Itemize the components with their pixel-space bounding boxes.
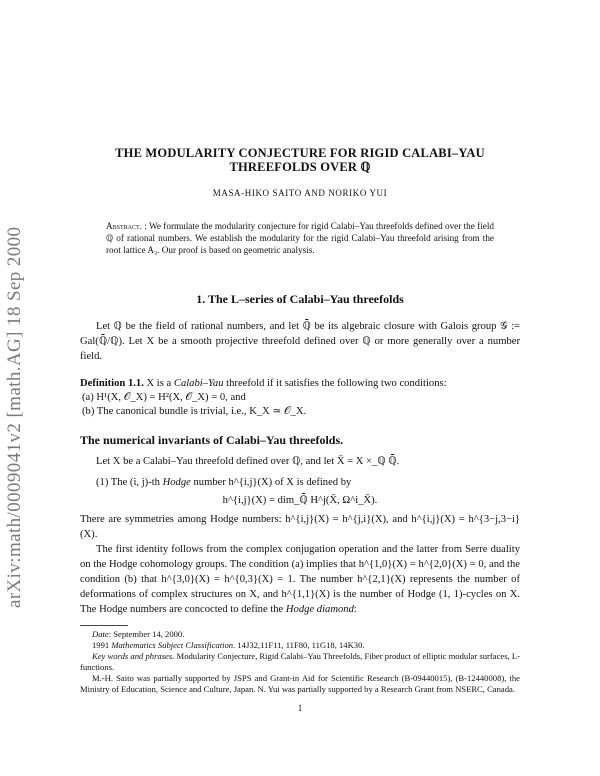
paper-title [80, 146, 520, 174]
definition-text-b: threefold if it satisfies the following two conditions: [223, 378, 447, 389]
msc-codes: 14J32,11F11, 11F80, 11G18, 14K30. [235, 640, 365, 650]
abstract [106, 220, 494, 256]
date-label: Date [92, 629, 109, 639]
definition-label: Definition 1.1. [80, 378, 144, 389]
msc-label: Mathematics Subject Classification. [111, 640, 236, 650]
hodge-numbers-end: : [353, 604, 357, 615]
authors: MASA-HIKO SAITO AND NORIKO YUI [212, 188, 388, 198]
subsection-heading: The numerical invariants of Calabi–Yau threefolds. [80, 433, 344, 447]
footnote-rule [80, 625, 128, 626]
hodge-numbers-text: The first identity follows from the complex conjugation operation and the latter from Serre duality on the Hodge cohomology groups. The condition (a) implies that h^{1,0}(X) = h^{2,0}(X) = 0, and the condition (b) that h^{3,0}(X) = h^{0,3}(X) = 1. The number h^{2,1}(X) represents the number of deformations of complex structures on X, and h^{1,1}(X) is the number of Hodge (1, 1)-cycles on X. The Hodge numbers are concocted to define the [80, 544, 520, 615]
abstract-label: Abstract. [106, 221, 142, 231]
footnote-date [80, 629, 520, 640]
paragraph-setup: Let X be a Calabi–Yau threefold defined over ℚ, and let X̄ = X ×_ℚ ℚ̄. [96, 456, 400, 467]
paragraph-intro: Let ℚ be the field of rational numbers, and let ℚ̄ be its algebraic closure with Galois group 𝒢 := Gal(ℚ̄/ℚ). Let X be a smooth projective threefold defined over ℚ or more generally over a number field. [80, 321, 520, 362]
definition-term: Calabi–Yau [173, 378, 224, 389]
keywords-label: Key words and phrases. [92, 651, 175, 661]
definition-text-a: X is a [143, 378, 174, 389]
title-line-2: THREEFOLDS OVER ℚ [229, 160, 371, 174]
hodge-def-a: (1) The (i, j)-th [96, 477, 163, 488]
footnote-support: M.-H. Saito was partially supported by JSPS and Grant-in Aid for Scientific Research (B-09440015), (B-12440008), the Ministry of Education, Science and Culture, Japan. N. Yui was partially supported by a Research Grant from NSERC, Canada. [80, 673, 520, 694]
condition-b: (b) The canonical bundle is trivial, i.e., K_X ≃ 𝒪_X. [82, 406, 307, 417]
abstract-text: : We formulate the modularity conjecture for rigid Calabi–Yau threefolds defined over the field ℚ of rational numbers. We establish the modularity for the rigid Calabi–Yau threefold arising from the root lattice A₃. Our proof is based on geometric analysis. [106, 221, 494, 255]
footnote-keywords [80, 651, 520, 673]
date-value: : September 14, 2000. [108, 629, 185, 639]
hodge-term: Hodge [162, 477, 191, 488]
paragraph-symmetries: There are symmetries among Hodge numbers: h^{i,j}(X) = h^{j,i}(X), and h^{i,j}(X) = h^{3−j,3−i}(X). [80, 514, 520, 540]
definition-1-1 [80, 376, 520, 391]
footnote-msc [80, 640, 520, 651]
title-line-1: THE MODULARITY CONJECTURE FOR RIGID CALABI–YAU [115, 146, 485, 160]
hodge-def-b: number h^{i,j}(X) of X is defined by [190, 477, 352, 488]
display-equation: h^{i,j}(X) = dim_ℚ̄ H^j(X̄, Ω^i_X̄). [222, 495, 378, 506]
paragraph-hodge-numbers [80, 542, 520, 617]
condition-a: (a) H¹(X, 𝒪_X) = H²(X, 𝒪_X) = 0, and [82, 392, 246, 403]
keywords-list: Modularity Conjecture, Rigid Calabi–Yau Threefolds, Fiber product of elliptic modular surfaces, L-functions. [80, 651, 520, 672]
msc-year: 1991 [92, 640, 112, 650]
hodge-diamond-term: Hodge diamond [285, 604, 354, 615]
page-number: 1 [297, 703, 303, 713]
paragraph-hodge-def [80, 475, 520, 490]
arxiv-side-stamp: arXiv:math/0009041v2 [math.AG] 18 Sep 2000 [4, 226, 25, 608]
section-heading: 1. The L–series of Calabi–Yau threefolds [196, 292, 404, 306]
paper-page [80, 146, 520, 713]
